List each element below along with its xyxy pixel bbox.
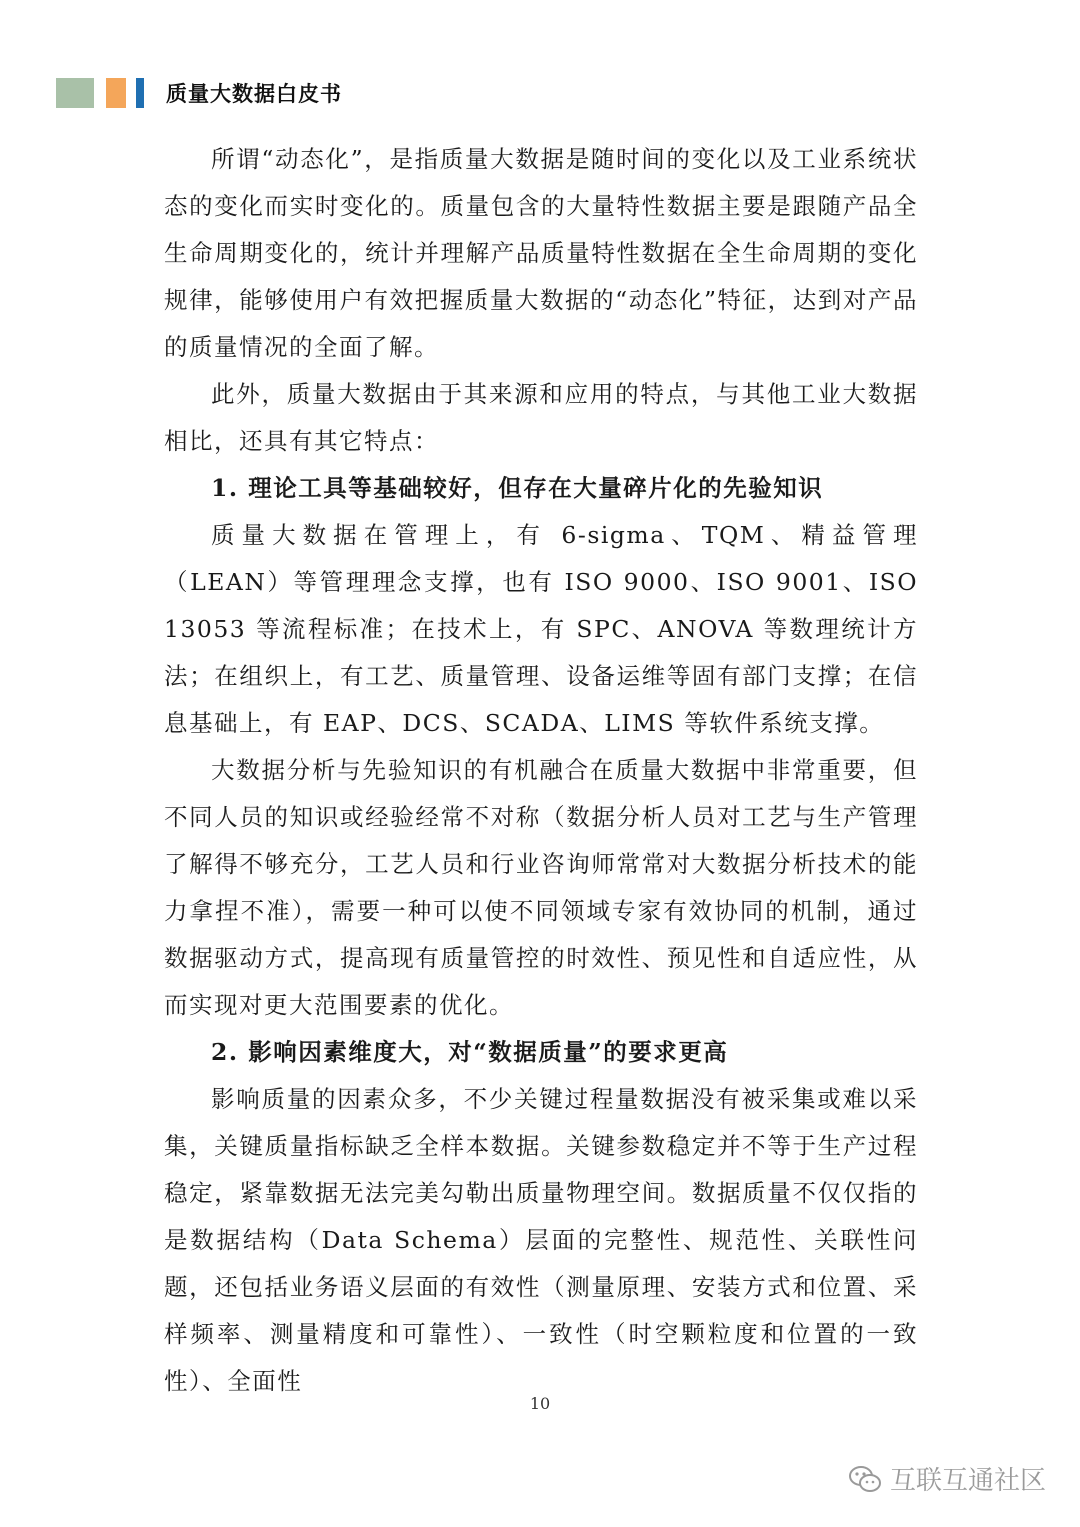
section-heading-2: 2. 影响因素维度大，对“数据质量”的要求更高	[211, 1038, 729, 1066]
watermark-text: 互联互通社区	[889, 1466, 1046, 1496]
header-title: 质量大数据白皮书	[166, 82, 342, 106]
page-body	[164, 136, 918, 1405]
page-number: 10	[529, 1394, 551, 1413]
header-bar-orange	[106, 78, 126, 108]
paragraph-other-features: 此外，质量大数据由于其来源和应用的特点，与其他工业大数据相比，还具有其它特点：	[164, 380, 918, 455]
paragraph-prior-knowledge: 大数据分析与先验知识的有机融合在质量大数据中非常重要，但不同人员的知识或经验经常不对称（数据分析人员对工艺与生产管理了解得不够充分，工艺人员和行业咨询师常常对大数据分析技术的能力拿捏不准），需要一种可以使不同领域专家有效协同的机制，通过数据驱动方式，提高现有质量管控的时效性、预见性和自适应性，从而实现对更大范围要素的优化。	[164, 756, 918, 1019]
wechat-icon	[848, 1464, 882, 1494]
paragraph-management-standards: 质量大数据在管理上，有 6-sigma、TQM、精益管理（LEAN）等管理理念支撑，也有 ISO 9000、ISO 9001、ISO 13053 等流程标准；在技术上，有 SPC、ANOVA 等数理统计方法；在组织上，有工艺、质量管理、设备运维等固有部门支撑；在信息基础上，有 EAP、DCS、SCADA、LIMS 等软件系统支撑。	[164, 521, 918, 737]
section-heading-1: 1. 理论工具等基础较好，但存在大量碎片化的先验知识	[211, 474, 824, 502]
page-header	[56, 78, 342, 108]
paragraph-dynamic: 所谓“动态化”，是指质量大数据是随时间的变化以及工业系统状态的变化而实时变化的。质量包含的大量特性数据主要是跟随产品全生命周期变化的，统计并理解产品质量特性数据在全生命周期的变化规律，能够使用户有效把握质量大数据的“动态化”特征，达到对产品的质量情况的全面了解。	[164, 145, 918, 361]
watermark	[848, 1460, 1046, 1497]
header-bar-green	[56, 78, 94, 108]
paragraph-data-quality: 影响质量的因素众多，不少关键过程量数据没有被采集或难以采集，关键质量指标缺乏全样本数据。关键参数稳定并不等于生产过程稳定，紧靠数据无法完美勾勒出质量物理空间。数据质量不仅仅指的是数据结构（Data Schema）层面的完整性、规范性、关联性问题，还包括业务语义层面的有效性（测量原理、安装方式和位置、采样频率、测量精度和可靠性）、一致性（时空颗粒度和位置的一致性）、全面性	[164, 1085, 918, 1395]
header-bar-blue	[136, 78, 144, 108]
